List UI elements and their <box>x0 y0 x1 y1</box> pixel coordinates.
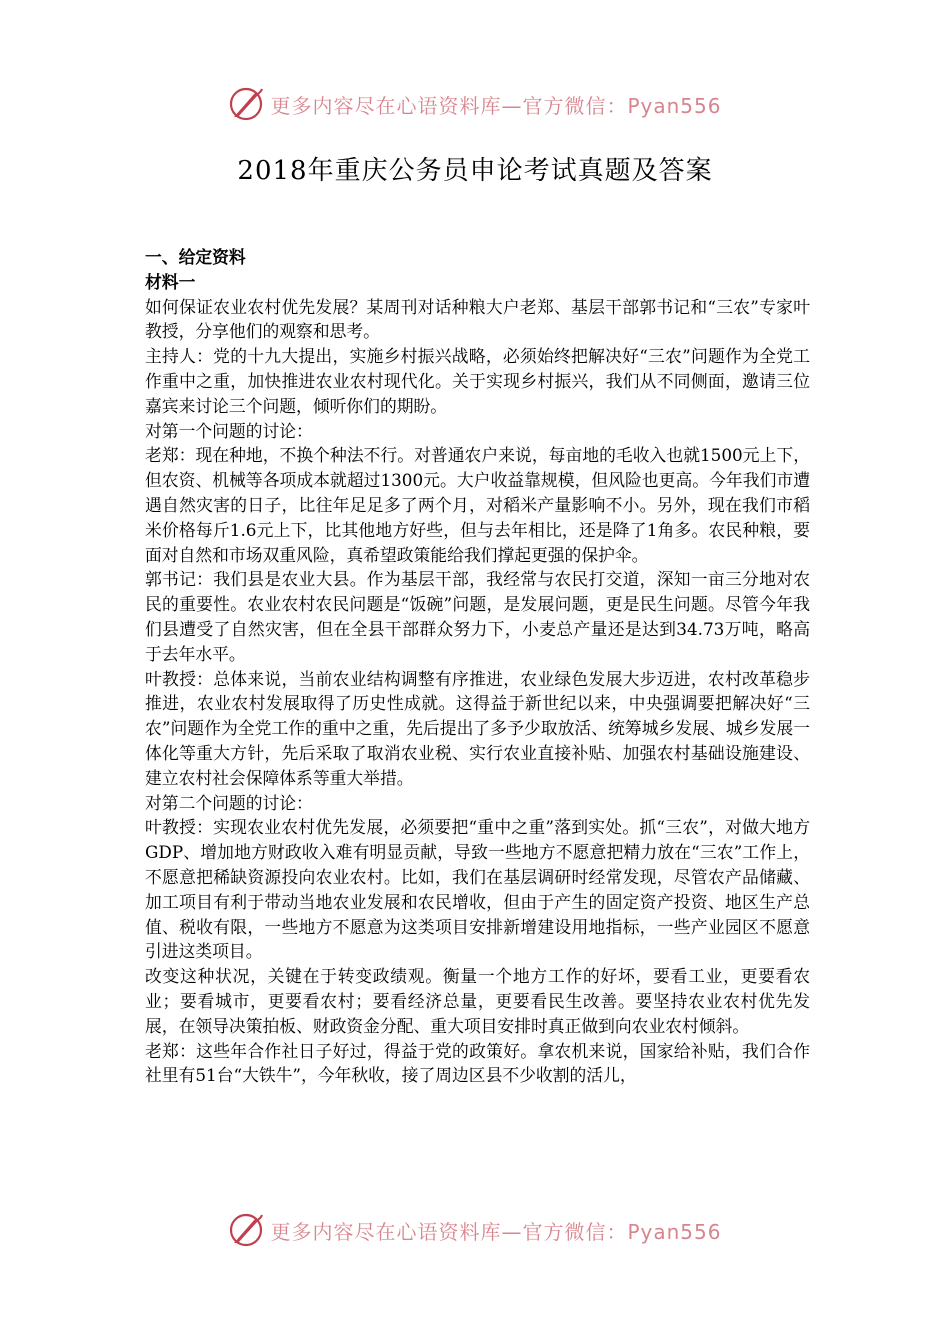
paragraph: 如何保证农业农村优先发展？某周刊对话种粮大户老郑、基层干部郭书记和“三农”专家叶教授，分享他们的观察和思考。 <box>145 296 810 342</box>
paragraph: 对第二个问题的讨论： <box>145 792 313 813</box>
paragraph: 叶教授：总体来说，当前农业结构调整有序推进，农业绿色发展大步迈进，农村改革稳步推进，农业农村发展取得了历史性成就。这得益于新世纪以来，中央强调要把解决好“三农”问题作为全党工作的重中之重，先后提出了多予少取放活、统筹城乡发展、城乡发展一体化等重大方针，先后采取了取消农业税、实行农业直接补贴、加强农村基础设施建设、建立农村社会保障体系等重大举措。 <box>145 668 810 788</box>
document-title: 2018年重庆公务员申论考试真题及答案 <box>237 156 713 186</box>
footer-watermark-banner <box>0 1210 950 1250</box>
header-watermark-banner <box>0 84 950 124</box>
watermark-text: 更多内容尽在心语资料库—官方微信：Pyan556 <box>270 1219 722 1244</box>
paragraph: 主持人：党的十九大提出，实施乡村振兴战略，必须始终把解决好“三农”问题作为全党工作重中之重，加快推进农业农村现代化。关于实现乡村振兴，我们从不同侧面，邀请三位嘉宾来讨论三个问题，倾听你们的期盼。 <box>145 346 810 416</box>
paragraph: 郭书记：我们县是农业大县。作为基层干部，我经常与农民打交道，深知一亩三分地对农民的重要性。农业农村农民问题是“饭碗”问题，是发展问题，更是民生问题。尽管今年我们县遭受了自然灾害，但在全县干部群众努力下，小麦总产量还是达到34.73万吨，略高于去年水平。 <box>145 569 810 664</box>
paragraph: 老郑：现在种地，不换个种法不行。对普通农户来说，每亩地的毛收入也就1500元上下，但农资、机械等各项成本就超过1300元。大户收益靠规模，但风险也更高。今年我们市遭遇自然灾害的日子，比往年足足多了两个月，对稻米产量影响不小。另外，现在我们市稻米价格每斤1.6元上下，比其他地方好些，但与去年相比，还是降了1角多。农民种粮，要面对自然和市场双重风险，真希望政策能给我们撑起更强的保护伞。 <box>145 445 810 565</box>
section-heading: 一、给定资料 <box>145 247 246 267</box>
material-heading: 材料一 <box>145 271 196 292</box>
quill-pen-logo-icon <box>228 86 264 122</box>
paragraph: 改变这种状况，关键在于转变政绩观。衡量一个地方工作的好坏，要看工业，更要看农业；要看城市，更要看农村；要看经济总量，更要看民生改善。要坚持农业农村优先发展，在领导决策拍板、财政资金分配、重大项目安排时真正做到向农业农村倾斜。 <box>145 966 810 1036</box>
watermark-text: 更多内容尽在心语资料库—官方微信：Pyan556 <box>270 93 722 118</box>
document-body <box>145 245 810 1088</box>
quill-pen-logo-icon <box>228 1212 264 1248</box>
paragraph: 对第一个问题的讨论： <box>145 420 313 441</box>
paragraph: 叶教授：实现农业农村优先发展，必须要把“重中之重”落到实处。抓“三农”，对做大地方GDP、增加地方财政收入难有明显贡献，导致一些地方不愿意把精力放在“三农”工作上，不愿意把稀缺资源投向农业农村。比如，我们在基层调研时经常发现，尽管农产品储藏、加工项目有利于带动当地农业发展和农民增收，但由于产生的固定资产投资、地区生产总值、税收有限，一些地方不愿意为这类项目安排新增建设用地指标，一些产业园区不愿意引进这类项目。 <box>145 817 810 962</box>
paragraph: 老郑：这些年合作社日子好过，得益于党的政策好。拿农机来说，国家给补贴，我们合作社里有51台“大铁牛”，今年秋收，接了周边区县不少收割的活儿， <box>145 1040 810 1086</box>
